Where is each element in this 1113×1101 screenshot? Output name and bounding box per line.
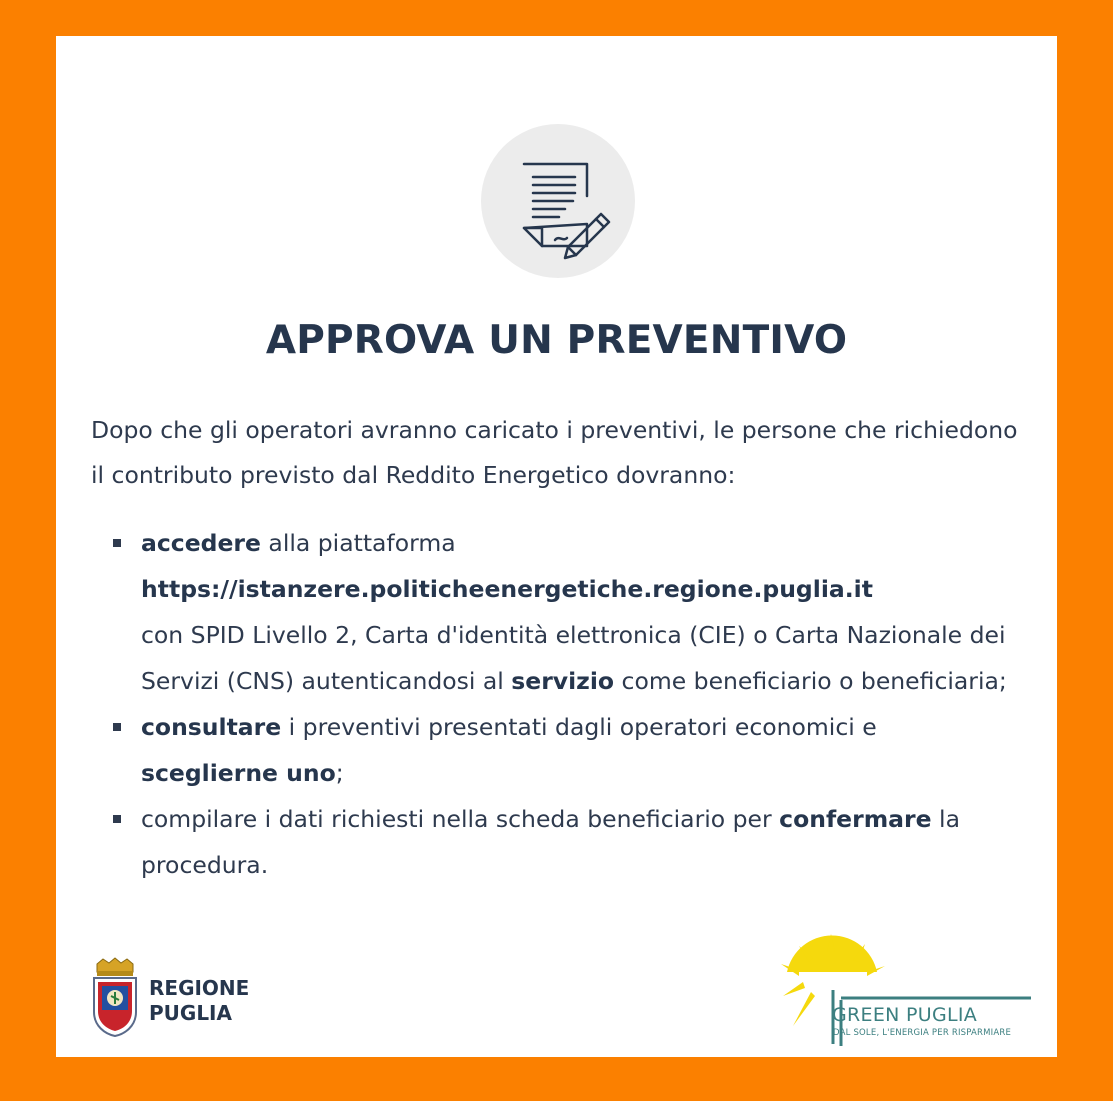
page-title: APPROVA UN PREVENTIVO bbox=[265, 318, 848, 363]
list-item bbox=[141, 520, 1021, 704]
step-bold: confermare bbox=[779, 805, 932, 833]
step-verb: consultare bbox=[141, 713, 282, 741]
step-text: la procedura. bbox=[141, 805, 960, 879]
green-puglia-title: GREEN PUGLIA bbox=[832, 1004, 978, 1026]
regione-line1: REGIONE bbox=[149, 976, 250, 1000]
step-text: i preventivi presentati dagli operatori economici e bbox=[281, 713, 877, 741]
document-pen-icon bbox=[481, 124, 635, 278]
step-text: come beneficiario o beneficiaria; bbox=[614, 667, 1007, 695]
platform-url[interactable]: https://istanzere.politicheenergetiche.regione.puglia.it bbox=[141, 575, 873, 603]
step-text: compilare i dati richiesti nella scheda beneficiario per bbox=[141, 805, 780, 833]
step-text: con SPID Livello 2, Carta d'identità elettronica (CIE) o Carta Nazionale dei Servizi (CNS) autenticandosi al bbox=[141, 621, 1006, 695]
step-text: alla piattaforma bbox=[260, 529, 456, 557]
list-item bbox=[141, 704, 1021, 796]
bullet-square-icon bbox=[113, 539, 121, 547]
bullet-square-icon bbox=[113, 815, 121, 823]
list-item bbox=[141, 796, 1021, 888]
icon-badge bbox=[481, 124, 635, 278]
green-puglia-subtitle: DAL SOLE, L'ENERGIA PER RISPARMIARE bbox=[833, 1028, 1012, 1038]
bullet-square-icon bbox=[113, 723, 121, 731]
intro-paragraph: Dopo che gli operatori avranno caricato i preventivi, le persone che richiedono il contributo previsto dal Reddito Energetico dovranno: bbox=[91, 416, 1018, 489]
regione-puglia-wordmark bbox=[149, 976, 249, 1026]
steps-list bbox=[141, 520, 1021, 888]
step-bold: servizio bbox=[511, 667, 615, 695]
regione-puglia-coat-of-arms-icon bbox=[89, 956, 141, 1038]
step-bold: sceglierne uno bbox=[141, 759, 336, 787]
step-verb: accedere bbox=[141, 529, 261, 557]
info-card bbox=[56, 36, 1057, 1057]
step-text: ; bbox=[335, 759, 344, 787]
regione-line2: PUGLIA bbox=[149, 1001, 232, 1025]
